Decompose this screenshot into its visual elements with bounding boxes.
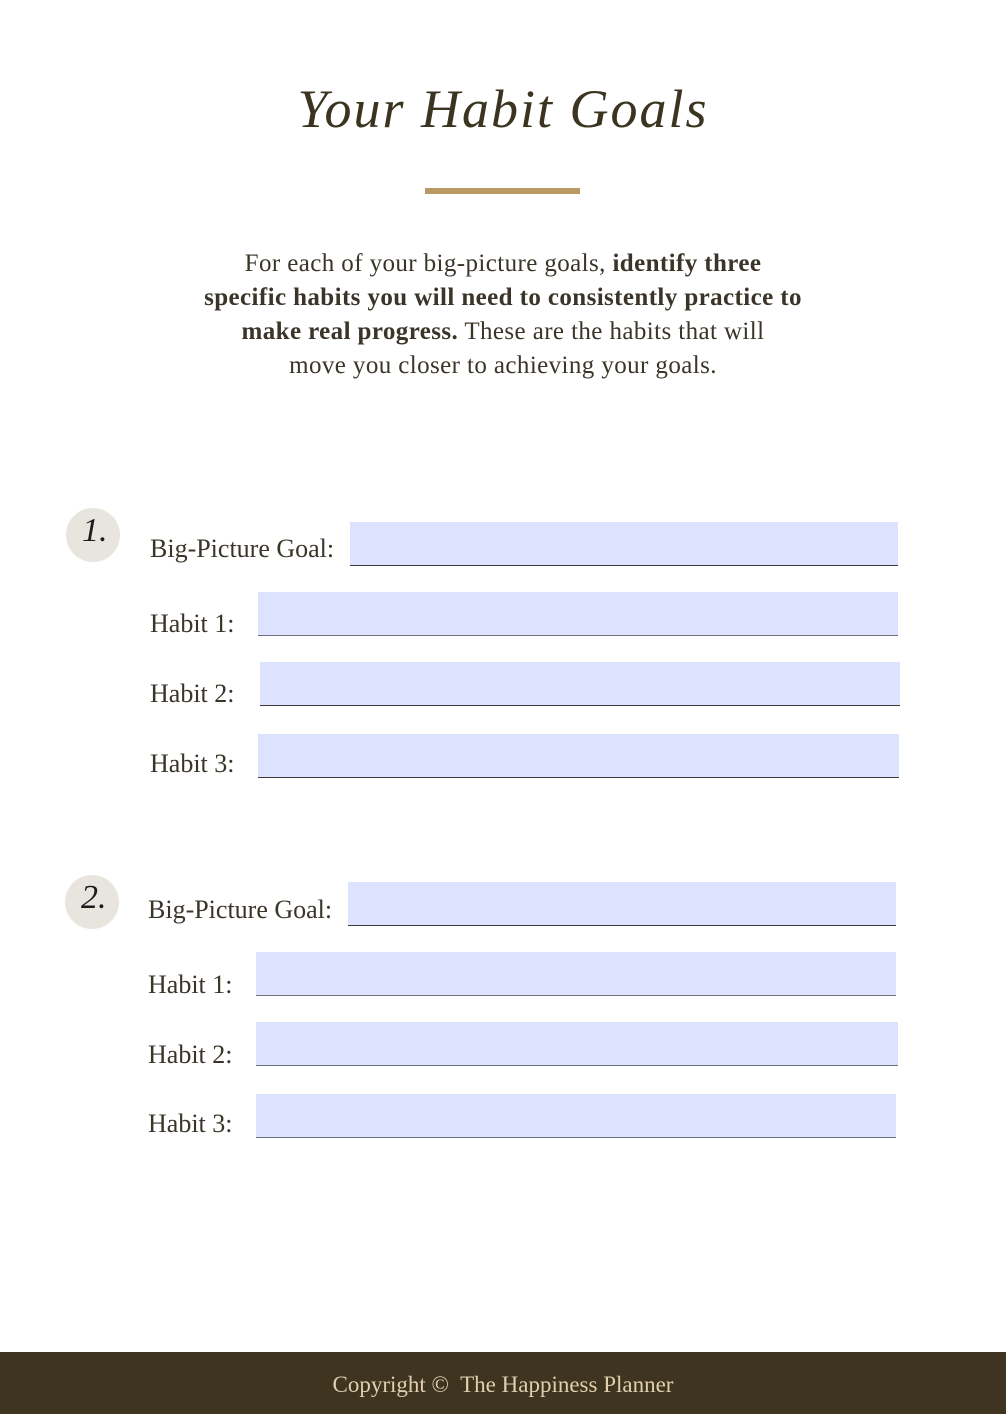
section-number-badge xyxy=(65,875,119,929)
intro-text-3: move you closer to achieving your goals. xyxy=(289,352,717,379)
goal-input[interactable] xyxy=(348,882,896,926)
footer-bar xyxy=(0,1352,1006,1414)
intro-bold-3: make real progress. xyxy=(241,318,459,345)
goal-label: Big-Picture Goal: xyxy=(150,534,335,563)
goal-label: Big-Picture Goal: xyxy=(148,895,333,924)
habit-1-label: Habit 1: xyxy=(148,970,233,999)
habit-1-label: Habit 1: xyxy=(150,609,235,638)
habit-1-input[interactable] xyxy=(256,952,896,996)
habit-3-label: Habit 3: xyxy=(150,749,235,778)
copyright-text: Copyright © The Happiness Planner xyxy=(332,1372,674,1397)
page-title: Your Habit Goals xyxy=(297,79,709,139)
habit-3-input[interactable] xyxy=(258,734,899,778)
intro-paragraph xyxy=(150,247,856,383)
goal-input[interactable] xyxy=(350,522,898,566)
section-number: 2. xyxy=(81,879,107,916)
habit-2-input[interactable] xyxy=(260,662,900,706)
habit-2-input[interactable] xyxy=(256,1022,898,1066)
section-number-badge xyxy=(66,508,120,562)
intro-text-1: For each of your big-picture goals, xyxy=(244,250,613,277)
habit-1-input[interactable] xyxy=(258,592,898,636)
intro-bold-1: identify three xyxy=(612,250,762,277)
title-divider xyxy=(425,188,580,194)
habit-2-label: Habit 2: xyxy=(150,679,235,708)
section-number: 1. xyxy=(82,512,108,549)
habit-3-label: Habit 3: xyxy=(148,1109,233,1138)
habit-3-input[interactable] xyxy=(256,1094,896,1138)
habit-2-label: Habit 2: xyxy=(148,1040,233,1069)
intro-text-2: These are the habits that will xyxy=(458,318,765,345)
intro-bold-2: specific habits you will need to consistently practice to xyxy=(204,284,802,311)
